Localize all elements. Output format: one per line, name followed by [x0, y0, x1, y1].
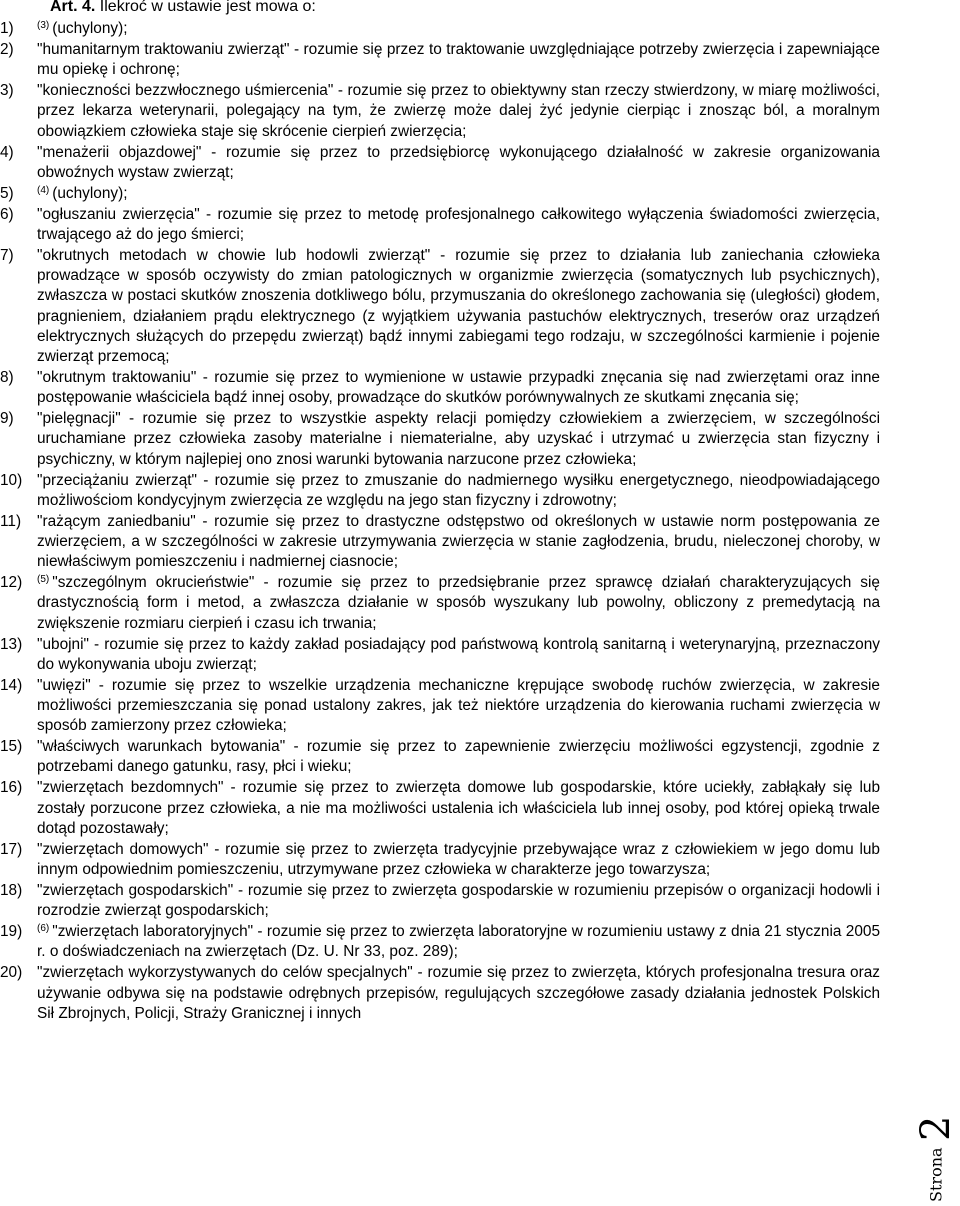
item-text-wrap [37, 369, 880, 406]
item-text-wrap [37, 206, 880, 243]
item-text: "zwierzętach laboratoryjnych" - rozumie się przez to zwierzęta laboratoryjne w rozumieniu ustawy z dnia 21 stycznia 2005 r. o doświadczeniach na zwierzętach (Dz. U. Nr 33, poz. 289); [37, 923, 880, 961]
item-text: "humanitarnym traktowaniu zwierząt" - rozumie się przez to traktowanie uwzględniające potrzeby zwierzęcia i zapewniające mu opiekę i ochronę; [37, 41, 880, 79]
item-text: "zwierzętach domowych" - rozumie się przez to zwierzęta tradycyjnie przebywające wraz z człowiekiem w jego domu lub innym odpowiednim pomieszczeniu, utrzymywane przez człowieka w charakterze jego towarzysza; [37, 840, 880, 879]
item-number: 12) [0, 574, 23, 592]
item-text-wrap [37, 20, 128, 37]
item-number: 2) [0, 41, 14, 58]
item-number: 17) [0, 840, 23, 858]
item-number: 16) [0, 779, 23, 797]
item-number: 14) [0, 676, 23, 694]
item-text-wrap [37, 574, 880, 631]
definition-item [0, 143, 880, 183]
definition-item [0, 778, 880, 839]
item-text: "zwierzętach bezdomnych" - rozumie się przez to zwierzęta domowe lub gospodarskie, które uciekły, zabłąkały się lub zostały porzucone przez człowieka, a nie ma możliwości ustalenia ich właściciela lub innej osoby, pod której opieką trwale dotąd pozostawały; [37, 779, 880, 837]
definition-item [0, 881, 880, 921]
definition-item [0, 635, 880, 675]
item-number: 11) [0, 512, 22, 530]
definition-item [0, 922, 880, 962]
article-label: Art. 4. [50, 0, 96, 15]
item-text-wrap [37, 185, 128, 202]
item-text: "menażerii objazdowej" - rozumie się przez to przedsiębiorcę wykonującego działalność w zakresie organizowania obwoźnych wystaw zwierząt; [37, 143, 880, 181]
definition-item [0, 409, 880, 470]
page-number: 2 [913, 1116, 959, 1142]
item-text: "okrutnych metodach w chowie lub hodowli zwierząt" - rozumie się przez to działania lub zaniechania człowieka prowadzące w sposób oczywisty do zmian patologicznych w organizmie zwierzęcia (somatycznych lub psychicznych), zwłaszcza w postaci skutków znoszenia dotkliwego bólu, przymuszania do określonego zachowania się (uległości) głodem, pragnieniem, działaniem prądu elektrycznego (z wyjątkiem używania pastuchów elektrycznych, treserów oraz urządzeń elektrycznych służących do przepędu zwierząt) bądź innymi zabiegami tego rodzaju, w szczególności karmienie i pojenie zwierząt przemocą; [37, 247, 880, 366]
article-heading [50, 0, 316, 17]
item-text-wrap [37, 738, 880, 775]
item-text-wrap [37, 882, 880, 919]
item-text: "zwierzętach wykorzystywanych do celów specjalnych" - rozumie się przez to zwierzęta, których profesjonalna tresura oraz używanie odbywa się na podstawie odrębnych przepisów, regulujących szczegółowe zasady działania jednostek Polskich Sił Zbrojnych, Policji, Straży Granicznej i innych [37, 964, 880, 1022]
item-number: 9) [0, 410, 14, 428]
item-number: 7) [0, 247, 14, 265]
item-number: 20) [0, 964, 23, 982]
item-number: 13) [0, 635, 23, 653]
item-text-wrap [37, 513, 880, 570]
item-text: "rażącym zaniedbaniu" - rozumie się przez to drastyczne odstępstwo od określonych w ustawie norm postępowania ze zwierzęciem, a w szczególności w zakresie utrzymywania zwierzęcia w stanie zagłodzenia, brudu, nieleczonej choroby, w niewłaściwym pomieszczeniu i nadmiernej ciasnocie; [37, 512, 880, 571]
item-text: "przeciążaniu zwierząt" - rozumie się przez to zmuszanie do nadmiernego wysiłku energetycznego, nieodpowiadającego możliwościom kondycyjnym zwierzęcia ze względu na jego stan fizyczny i zdrowotny; [37, 471, 880, 509]
definition-item [0, 471, 880, 511]
item-number: 3) [0, 82, 14, 100]
item-text: (uchylony); [52, 20, 128, 37]
item-text-wrap [37, 82, 880, 139]
item-number: 10) [0, 471, 23, 489]
item-number: 1) [0, 20, 14, 37]
definition-item [0, 676, 880, 737]
item-text-wrap [37, 247, 880, 365]
item-text: "konieczności bezzwłocznego uśmiercenia" - rozumie się przez to obiektywny stan rzeczy stwierdzony, w miarę możliwości, przez lekarza weterynarii, polegający na tym, że zwierzę może dalej żyć jedynie cierpiąc i znosząc ból, a moralnym obowiązkiem człowieka staje się skrócenie cierpień zwierzęcia; [37, 82, 880, 140]
definition-item [0, 40, 880, 80]
item-text: (uchylony); [52, 184, 128, 202]
item-number: 6) [0, 205, 14, 223]
item-number: 8) [0, 369, 14, 387]
definition-item [0, 573, 880, 634]
definition-item [0, 368, 880, 408]
item-text-wrap [37, 144, 880, 181]
item-text: "właściwych warunkach bytowania" - rozumie się przez to zapewnienie zwierzęciu możliwości egzystencji, zgodnie z potrzebami danego gatunku, rasy, płci i wieku; [37, 738, 880, 776]
item-number: 18) [0, 882, 23, 900]
definition-item [0, 246, 880, 367]
item-text: "ogłuszaniu zwierzęcia" - rozumie się przez to metodę profesjonalnego całkowitego wyłączenia świadomości zwierzęcia, trwającego aż do jego śmierci; [37, 205, 880, 244]
footnote-marker: (3) [37, 20, 50, 31]
item-text-wrap [37, 677, 880, 734]
item-text: "zwierzętach gospodarskich" - rozumie się przez to zwierzęta gospodarskie w rozumieniu przepisów o organizacji hodowli i rozrodzie zwierząt gospodarskich; [37, 882, 880, 920]
item-text: "szczególnym okrucieństwie" - rozumie się przez to przedsiębranie przez sprawcę działań charakteryzujących się drastycznością form i metod, a zwłaszcza działanie w sposób wyszukany lub powolny, obliczony z premedytacją na zwiększenie rozmiaru cierpień i czasu ich trwania; [37, 574, 880, 632]
item-text-wrap [37, 923, 880, 960]
article-intro: Ilekroć w ustawie jest mowa o: [99, 0, 316, 15]
page-label: Strona [926, 1147, 946, 1202]
item-number: 4) [0, 143, 14, 161]
item-number: 15) [0, 738, 23, 756]
footnote-marker: (5) [37, 574, 50, 586]
definitions-list [0, 19, 880, 1025]
definition-item [0, 19, 880, 39]
item-text-wrap [37, 779, 880, 836]
footnote-marker: (6) [37, 923, 50, 935]
definition-item [0, 205, 880, 245]
definition-item [0, 512, 880, 573]
definition-item [0, 963, 880, 1024]
item-text-wrap [37, 410, 880, 467]
item-number: 5) [0, 184, 14, 202]
definition-item [0, 737, 880, 777]
item-text: "okrutnym traktowaniu" - rozumie się przez to wymienione w ustawie przypadki znęcania się nad zwierzętami oraz inne postępowanie właściciela bądź innej osoby, prowadzące do skutków porównywalnych ze skutkami znęcania się; [37, 369, 880, 407]
item-text: "uwięzi" - rozumie się przez to wszelkie urządzenia mechaniczne krępujące swobodę ruchów zwierzęcia, w zakresie możliwości przemieszczania się ponad ustalony zakres, jak też niektóre urządzenia do kierowania ruchami zwierzęcia w sposób zamierzony przez człowieka; [37, 676, 880, 735]
page-footer [913, 1116, 959, 1202]
item-number: 19) [0, 923, 23, 941]
definition-item [0, 184, 880, 204]
definition-item [0, 81, 880, 142]
item-text-wrap [37, 636, 880, 673]
item-text-wrap [37, 841, 880, 878]
item-text-wrap [37, 41, 880, 78]
definition-item [0, 840, 880, 880]
item-text-wrap [37, 964, 880, 1021]
item-text: "ubojni" - rozumie się przez to każdy zakład posiadający pod państwową kontrolą sanitarną i weterynaryjną, przeznaczony do wykonywania uboju zwierząt; [37, 635, 880, 673]
item-text-wrap [37, 472, 880, 509]
footnote-marker: (4) [37, 184, 50, 196]
item-text: "pielęgnacji" - rozumie się przez to wszystkie aspekty relacji pomiędzy człowiekiem a zwierzęciem, w szczególności uruchamiane przez człowieka zasoby materialne i niematerialne, aby uzyskać i utrzymać u zwierzęcia stan fizyczny i psychiczny, w którym najlepiej ono znosi warunki bytowania narzucone przez człowieka; [37, 410, 880, 468]
